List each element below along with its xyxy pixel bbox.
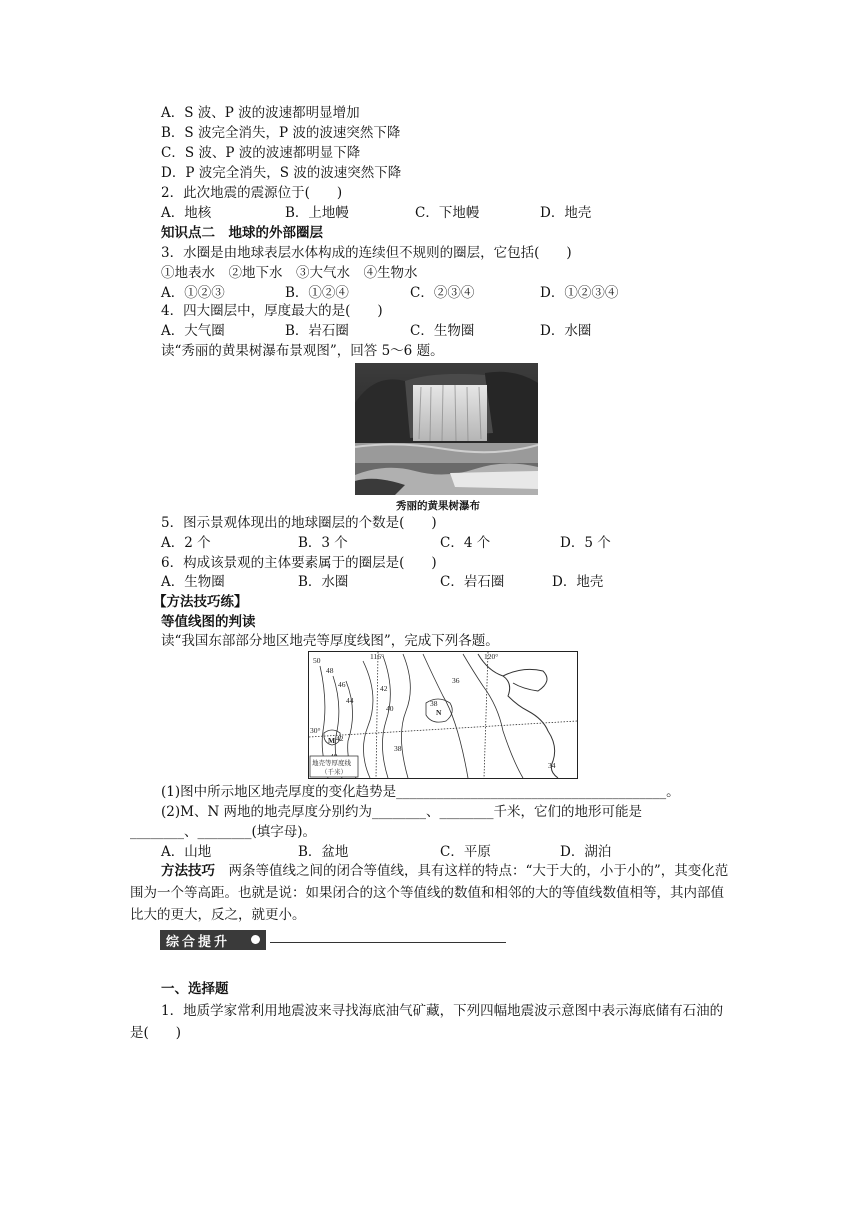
contour-label: 40 xyxy=(386,704,394,713)
contour-label: 48 xyxy=(326,666,334,675)
q2-option-a: A．地核 xyxy=(161,205,212,221)
q6-option-a: A．生物圈 xyxy=(161,574,225,590)
banner-dot-icon xyxy=(251,935,260,944)
q2-stem: 2．此次地震的震源位于( ) xyxy=(161,185,343,201)
q1-option-b: B．S 波完全消失，P 波的波速突然下降 xyxy=(161,125,401,141)
point-m: M xyxy=(328,736,336,745)
contour-label: 46 xyxy=(338,680,346,689)
q3-stem: 3．水圈是由地球表层水体构成的连续但不规则的圈层，它包括( ) xyxy=(161,245,572,261)
q5-option-a: A．2 个 xyxy=(161,535,211,551)
section-banner xyxy=(160,930,266,950)
sub-option-a: A．山地 xyxy=(161,844,212,860)
longitude-label: 120° xyxy=(484,652,499,661)
contour-label: 44 xyxy=(346,696,354,705)
part-title: 一、选择题 xyxy=(161,981,229,997)
q4-stem: 4．四大圈层中，厚度最大的是( ) xyxy=(161,303,383,319)
q1-option-d: D．P 波完全消失，S 波的波速突然下降 xyxy=(161,165,402,181)
legend-text: 地壳等厚度线 xyxy=(312,760,351,767)
method-header: 【方法技巧练】 xyxy=(153,594,248,610)
reading-prompt-1: 读“秀丽的黄果树瀑布景观图”，回答 5～6 题。 xyxy=(161,343,444,359)
q4-option-d: D．水圈 xyxy=(540,323,592,339)
point-n: N xyxy=(436,708,442,717)
contour-label: 34 xyxy=(548,761,556,770)
method-subtitle: 等值线图的判读 xyxy=(161,614,256,630)
final-question xyxy=(130,1000,730,1044)
q6-option-d: D．地壳 xyxy=(552,574,604,590)
q6-option-b: B．水圈 xyxy=(298,574,349,590)
q1-option-a: A．S 波、P 波的波速都明显增加 xyxy=(161,105,360,121)
method-tip xyxy=(130,860,730,926)
contour-label: 42 xyxy=(336,734,344,743)
q5-option-d: D．5 个 xyxy=(560,535,611,551)
contour-label: 50 xyxy=(313,656,321,665)
q4-option-c: C．生物圈 xyxy=(410,323,475,339)
q1-option-c: C．S 波、P 波的波速都明显下降 xyxy=(161,145,361,161)
q2-option-d: D．地壳 xyxy=(540,205,592,221)
q3-items: ①地表水 ②地下水 ③大气水 ④生物水 xyxy=(161,265,418,281)
banner-label: 综合提升 xyxy=(166,935,231,950)
q5-option-b: B．3 个 xyxy=(298,535,348,551)
q3-option-c: C．②③④ xyxy=(410,285,475,301)
subquestion-2-line1: (2)M、N 两地的地壳厚度分别约为________、________千米，它们的地形可能是 xyxy=(161,804,643,820)
q3-option-d: D．①②③④ xyxy=(540,285,619,301)
sub-option-c: C．平原 xyxy=(440,844,491,860)
section-title: 知识点二 地球的外部圈层 xyxy=(161,225,323,241)
subquestion-2-line2: ________、________(填字母)。 xyxy=(130,824,317,840)
q5-option-c: C．4 个 xyxy=(440,535,491,551)
subquestion-1: (1)图中所示地区地壳厚度的变化趋势是________________________________________。 xyxy=(161,784,680,800)
photo-caption: 秀丽的黄果树瀑布 xyxy=(396,500,480,512)
q3-option-b: B．①②④ xyxy=(285,285,349,301)
sub-option-b: B．盆地 xyxy=(298,844,349,860)
tip-label: 方法技巧 xyxy=(161,863,215,879)
tip-text: 两条等值线之间的闭合等值线，具有这样的特点：“大于大的，小于小的”，其变化范围为一个等高距。也就是说：如果闭合的这个等值线的数值和相邻的大的等值线数值相等，其内部值比大的更大，反之，就更小。 xyxy=(130,863,729,923)
q4-option-b: B．岩石圈 xyxy=(285,323,349,339)
legend-unit: （千米） xyxy=(321,769,347,776)
q6-stem: 6．构成该景观的主体要素属于的圈层是( ) xyxy=(161,555,437,571)
crust-thickness-map xyxy=(308,651,578,779)
banner-rule xyxy=(270,942,506,943)
q6-option-c: C．岩石圈 xyxy=(440,574,505,590)
reading-prompt-2: 读“我国东部部分地区地壳等厚度线图”，完成下列各题。 xyxy=(161,633,499,649)
waterfall-photo xyxy=(355,363,538,495)
sub-option-d: D．湖泊 xyxy=(560,844,612,860)
contour-label: 42 xyxy=(380,684,388,693)
q2-option-b: B．上地幔 xyxy=(285,205,349,221)
contour-label: 36 xyxy=(452,676,460,685)
q4-option-a: A．大气圈 xyxy=(161,323,225,339)
longitude-label: 116° xyxy=(370,652,384,661)
contour-label: 38 xyxy=(394,744,402,753)
contour-label: 38 xyxy=(430,699,438,708)
latitude-label: 30° xyxy=(310,726,321,735)
final-question-text: 1．地质学家常利用地震波来寻找海底油气矿藏，下列四幅地震波示意图中表示海底储有石油的是( ) xyxy=(130,1003,724,1041)
q3-option-a: A．①②③ xyxy=(161,285,225,301)
q2-option-c: C．下地幔 xyxy=(415,205,480,221)
q5-stem: 5．图示景观体现出的地球圈层的个数是( ) xyxy=(161,515,437,531)
